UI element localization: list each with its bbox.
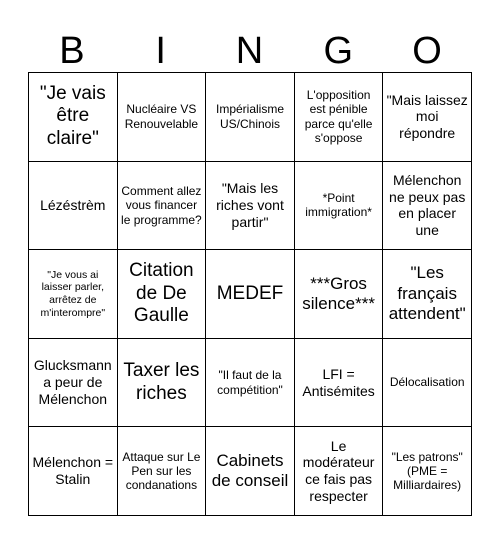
bingo-cell-r4c5[interactable]	[383, 339, 472, 428]
bingo-cell-r5c5[interactable]	[383, 427, 472, 516]
bingo-cell-text: ***Gros silence***	[302, 273, 375, 313]
bingo-cell-text: Impérialisme US/Chinois	[215, 102, 284, 131]
bingo-cell-r1c3[interactable]	[206, 73, 295, 162]
bingo-cell-text: Cabinets de conseil	[211, 450, 289, 491]
bingo-cell-text: Glucksmann a peur de Mélenchon	[33, 357, 112, 407]
bingo-cell-r4c1[interactable]	[29, 339, 118, 428]
bingo-cell-r5c1[interactable]	[29, 427, 118, 516]
bingo-cell-r2c3[interactable]	[206, 162, 295, 251]
bingo-header	[28, 30, 472, 72]
bingo-cell-r3c5[interactable]	[383, 250, 472, 339]
bingo-cell-text: L'opposition est pénible parce qu'elle s'oppose	[304, 88, 373, 146]
bingo-cell-r5c4[interactable]	[295, 427, 384, 516]
bingo-cell-text: Le modérateur ce fais pas respecter	[302, 437, 375, 504]
bingo-cell-r2c4[interactable]	[295, 162, 384, 251]
bingo-cell-text: "Les français attendent"	[388, 263, 466, 324]
bingo-cell-r3c4[interactable]	[295, 250, 384, 339]
bingo-cell-r1c4[interactable]	[295, 73, 384, 162]
bingo-cell-text: Nucléaire VS Renouvelable	[124, 102, 199, 131]
header-letter-i: I	[155, 30, 167, 72]
bingo-cell-text: LFI = Antisémites	[302, 365, 375, 399]
bingo-cell-text: "Mais les riches vont partir"	[216, 180, 284, 230]
bingo-cell-text: "Les patrons" (PME = Milliardaires)	[391, 449, 463, 493]
bingo-cell-text: "Il faut de la compétition"	[217, 368, 283, 397]
bingo-cell-text: "Je vais être claire"	[39, 82, 106, 150]
bingo-cell-r4c3[interactable]	[206, 339, 295, 428]
bingo-cell-text: MEDEF	[216, 282, 284, 304]
bingo-cell-r3c3[interactable]	[206, 250, 295, 339]
header-letter-o: O	[412, 30, 443, 72]
bingo-cell-text: Mélenchon = Stalin	[32, 454, 114, 488]
bingo-grid	[28, 72, 472, 516]
bingo-cell-r4c2[interactable]	[118, 339, 207, 428]
bingo-cell-text: "Mais laissez moi répondre	[386, 91, 468, 142]
bingo-cell-r3c2[interactable]	[118, 250, 207, 339]
header-letter-b: B	[59, 30, 86, 72]
bingo-cell-text: Délocalisation	[389, 375, 465, 390]
bingo-cell-text: Lézéstrèm	[40, 196, 106, 213]
bingo-cell-r3c1[interactable]	[29, 250, 118, 339]
header-letter-n: N	[235, 30, 265, 72]
bingo-cell-r2c5[interactable]	[383, 162, 472, 251]
bingo-cell-r1c1[interactable]	[29, 73, 118, 162]
bingo-cell-text: "Je vous ai laisser parler, arrêtez de m'interompre"	[40, 268, 106, 319]
bingo-cell-text: Comment allez vous financer le programme?	[121, 183, 202, 227]
header-letter-g: G	[323, 30, 355, 72]
bingo-cell-text: *Point immigration*	[305, 191, 372, 220]
bingo-cell-text: Attaque sur Le Pen sur les condanations	[122, 449, 201, 493]
bingo-cell-r4c4[interactable]	[295, 339, 384, 428]
bingo-cell-r5c3[interactable]	[206, 427, 295, 516]
bingo-cell-r2c2[interactable]	[118, 162, 207, 251]
bingo-cell-r2c1[interactable]	[29, 162, 118, 251]
bingo-cell-text: Mélenchon ne peux pas en placer une	[389, 171, 466, 239]
bingo-cell-r1c2[interactable]	[118, 73, 207, 162]
bingo-cell-r5c2[interactable]	[118, 427, 207, 516]
bingo-cell-text: Taxer les riches	[123, 359, 200, 404]
bingo-cell-text: Citation de De Gaulle	[129, 259, 194, 327]
bingo-cell-r1c5[interactable]	[383, 73, 472, 162]
